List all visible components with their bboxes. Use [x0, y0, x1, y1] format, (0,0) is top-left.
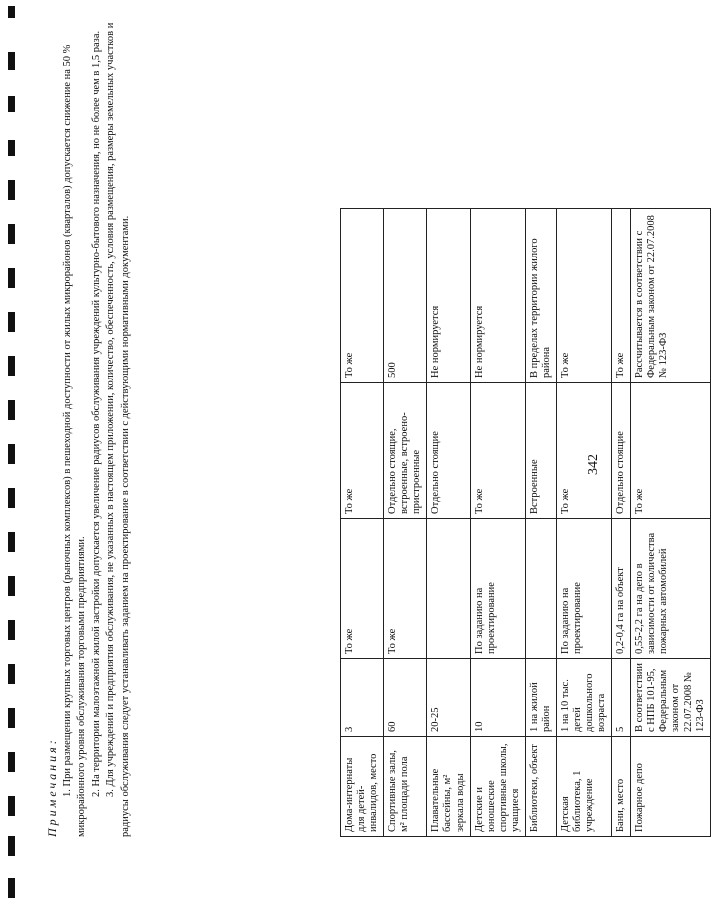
- object-cell: Детские и юношеские спортивные школы, учащиеся: [470, 737, 525, 837]
- note-item: 2. На территории малоэтажной жилой застройки допускается увеличение радиусов обслуживания учреждений культурно-бытового назначения, но не более чем в 1,5 раза.: [90, 30, 102, 797]
- site-cell: [525, 519, 556, 659]
- norm-cell: 20-25: [427, 659, 470, 737]
- table-row: [631, 209, 710, 837]
- table-row: [427, 209, 470, 837]
- note-item: 1. При размещении крупных торговых центров (рыночных комплексов) в пешеходной доступности от жилых микрорайонов (кварталов) допускается снижение на 50 % микрорайонного уровня обслуживания торговыми предприятиями.: [61, 44, 87, 837]
- object-cell: Библиотеки, объект: [525, 737, 556, 837]
- placement-cell: Отдельно стоящие: [427, 383, 470, 519]
- table-row: [470, 209, 525, 837]
- table-row: [384, 209, 427, 837]
- radius-cell: Не нормируется: [427, 209, 470, 383]
- object-cell: Бани, место: [612, 737, 631, 837]
- table-row: [556, 209, 611, 837]
- placement-cell: То же: [556, 383, 611, 519]
- object-cell: Дома-интернаты для детей-инвалидов, место: [341, 737, 384, 837]
- norm-cell: 1 на жилой район: [525, 659, 556, 737]
- table-row: [525, 209, 556, 837]
- norm-cell: 60: [384, 659, 427, 737]
- placement-cell: Встроенные: [525, 383, 556, 519]
- norm-cell: 1 на 10 тыс. детей дошкольного возраста: [556, 659, 611, 737]
- site-cell: [427, 519, 470, 659]
- norms-table: [340, 208, 711, 837]
- object-cell: Плавательные бассейны, м² зеркала воды: [427, 737, 470, 837]
- radius-cell: Рассчитывается в соответствии с Федеральным законом от 22.07.2008 № 123-ФЗ: [631, 209, 710, 383]
- norm-cell: 3: [341, 659, 384, 737]
- placement-cell: То же: [341, 383, 384, 519]
- notes-section: [45, 7, 133, 837]
- placement-cell: Отдельно стоящие, встроенные, встроено-пристроенные: [384, 383, 427, 519]
- page-number: 342: [586, 454, 601, 475]
- table-row: [612, 209, 631, 837]
- object-cell: Детская библиотека, 1 учреждение: [556, 737, 611, 837]
- norm-cell: 5: [612, 659, 631, 737]
- placement-cell: То же: [470, 383, 525, 519]
- site-cell: 0,2-0,4 га на объект: [612, 519, 631, 659]
- notes-heading: Примечания:: [45, 737, 59, 837]
- table-row: [341, 209, 384, 837]
- site-cell: То же: [341, 519, 384, 659]
- site-cell: То же: [384, 519, 427, 659]
- site-cell: По заданию на проектирование: [470, 519, 525, 659]
- radius-cell: В пределах территории жилого района: [525, 209, 556, 383]
- site-cell: 0,55-2,2 га на депо в зависимости от количества пожарных автомобилей: [631, 519, 710, 659]
- norm-cell: 10: [470, 659, 525, 737]
- radius-cell: Не нормируется: [470, 209, 525, 383]
- note-item: 3. Для учреждений и предприятия обслуживания, не указанных в настоящем приложении, количество, обеспеченность, условия размещения, размеры земельных участков и радиусы обслуживания следует устанавливать заданием на проектирование в соответствии с действующими нормативными документами.: [105, 22, 131, 837]
- placement-cell: То же: [631, 383, 710, 519]
- radius-cell: 500: [384, 209, 427, 383]
- radius-cell: То же: [556, 209, 611, 383]
- radius-cell: То же: [612, 209, 631, 383]
- object-cell: Спортивные залы, м² площади пола: [384, 737, 427, 837]
- norm-cell: В соответствии с НПБ 101-95, Федеральным законом от 22.07.2008 № 123-ФЗ: [631, 659, 710, 737]
- site-cell: По заданию на проектирование: [556, 519, 611, 659]
- placement-cell: Отдельно стоящие: [612, 383, 631, 519]
- radius-cell: То же: [341, 209, 384, 383]
- object-cell: Пожарное депо: [631, 737, 710, 837]
